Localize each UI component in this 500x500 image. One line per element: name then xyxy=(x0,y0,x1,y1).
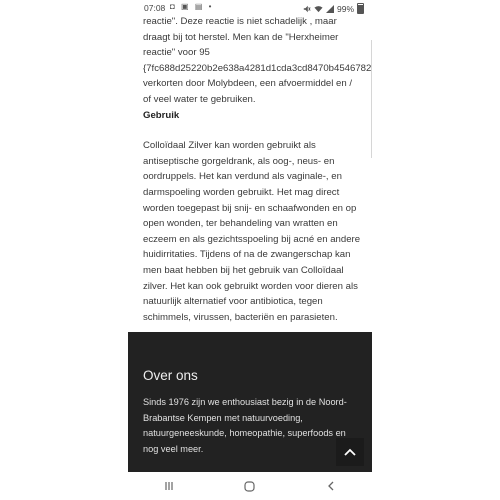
article-line: darmspoeling worden gebruikt. Het mag direct xyxy=(143,186,340,198)
recent-apps-button[interactable] xyxy=(154,476,184,496)
article-line: Colloïdaal Zilver kan worden gebruikt als xyxy=(143,140,316,152)
home-button[interactable] xyxy=(235,476,265,496)
home-icon xyxy=(244,481,255,492)
article-line: {7fc688d25220b2e638a4281d1cda3cd8470b4546782 xyxy=(143,62,372,74)
article-line: verkorten door Molybdeen, een afvoermiddel en / xyxy=(143,78,353,90)
signal-icon xyxy=(326,5,334,13)
status-time: 07:08 xyxy=(144,3,166,13)
article-line: open wonden, ter behandeling van wratten en xyxy=(143,218,338,230)
chevron-up-icon xyxy=(344,448,356,456)
article-line: zilver. Het kan ook gebruikt worden voor dieren als xyxy=(143,280,358,292)
article-line: reactie". Deze reactie is niet schadelijk , maar xyxy=(143,16,337,27)
article-line: schimmels, virussen, bacteriën en parasieten. xyxy=(143,311,338,323)
paragraph-gap xyxy=(143,123,372,138)
mute-icon xyxy=(303,5,311,13)
scrollbar[interactable] xyxy=(371,40,372,158)
article-line: huidirritaties. Tijdens of na de zwangerschap kan xyxy=(143,249,351,261)
back-icon xyxy=(327,481,335,491)
battery-icon xyxy=(357,3,364,14)
article-line: natuurlijk alternatief voor antibiotica, tegen xyxy=(143,296,323,308)
notification-icons: ◘ ▣ ▤ • xyxy=(170,2,214,11)
article-line: of veel water te gebruiken. xyxy=(143,93,256,105)
article-line: antiseptische gorgeldrank, als oog-, neus- en xyxy=(143,155,335,167)
recent-apps-icon xyxy=(164,481,174,491)
battery-percentage: 99% xyxy=(336,3,354,14)
article-line: eczeem en als gezichtsspoeling bij acné en andere xyxy=(143,233,361,245)
footer-about-text xyxy=(143,395,368,457)
footer-line: Sinds 1976 zijn we enthousiast bezig in de Noord- xyxy=(143,397,347,407)
footer-line: natuurgeneeskunde, homeopathie, superfoods en xyxy=(143,428,346,439)
footer-line: Brabantse Kempen met natuurvoeding, xyxy=(143,412,303,423)
article-line: draagt bij tot herstel. Men kan de "Herxheimer xyxy=(143,31,339,43)
footer-line: nog veel meer. xyxy=(143,443,204,454)
footer-title: Over ons xyxy=(143,368,198,383)
article-content xyxy=(143,14,372,325)
wifi-icon xyxy=(314,5,323,13)
system-navigation-bar xyxy=(128,472,372,500)
footer xyxy=(128,332,372,472)
section-heading-gebruik: Gebruik xyxy=(143,109,180,121)
phone-screen xyxy=(128,0,372,500)
article-line: reactie" voor 95 xyxy=(143,47,210,59)
article-line: men baat hebben bij het gebruik van Colloïdaal xyxy=(143,264,344,276)
status-indicators xyxy=(303,3,364,14)
article-line: worden toegepast bij snij- en schaafwonden en op xyxy=(143,202,357,214)
back-to-top-button[interactable] xyxy=(336,438,364,466)
article-line: oordruppels. Het kan verdund als vaginale-, en xyxy=(143,171,342,183)
back-button[interactable] xyxy=(316,476,346,496)
